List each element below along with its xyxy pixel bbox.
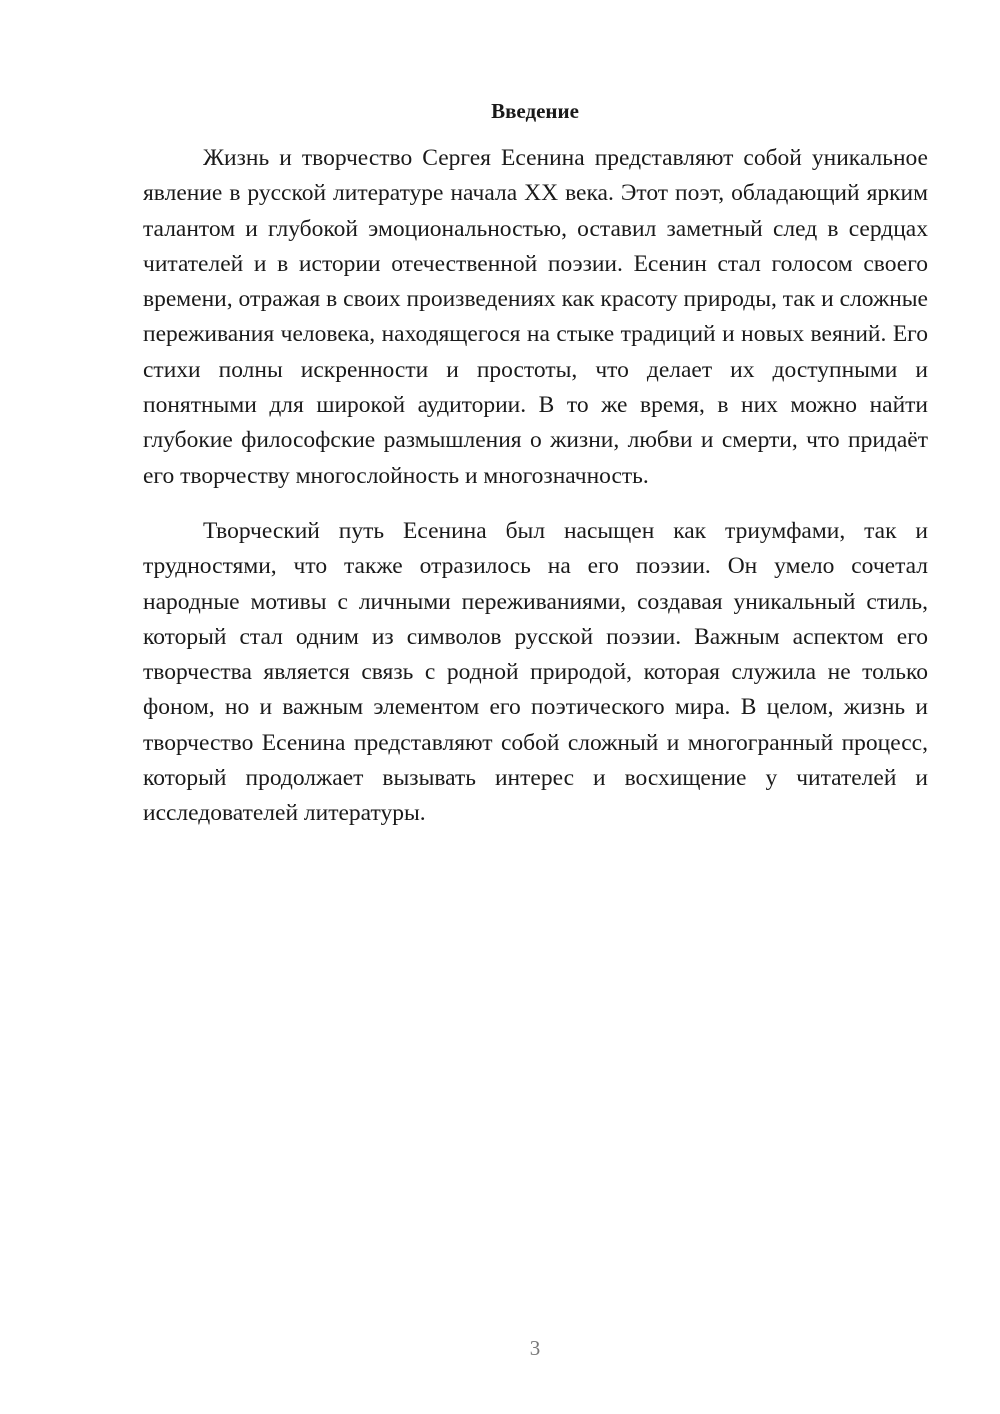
section-heading: Введение	[491, 99, 579, 123]
paragraph-2: Творческий путь Есенина был насыщен как триумфами, так и трудностями, что также отразилось на его поэзии. Он умело сочетал народные мотивы с личными переживаниями, создавая уникальный стиль, который стал одним из символов русской поэзии. Важным аспектом его творчества является связь с родной природой, которая служила не только фоном, но и важным элементом его поэтического мира. В целом, жизнь и творчество Есенина представляют собой сложный и многогранный процесс, который продолжает вызывать интерес и восхищение у читателей и исследователей литературы.	[143, 517, 928, 827]
paragraph-1: Жизнь и творчество Сергея Есенина представляют собой уникальное явление в русской литературе начала XX века. Этот поэт, обладающий ярким талантом и глубокой эмоциональностью, оставил заметный след в сердцах читателей и в истории отечественной поэзии. Есенин стал голосом своего времени, отражая в своих произведениях как красоту природы, так и сложные переживания человека, находящегося на стыке традиций и новых веяний. Его стихи полны искренности и простоты, что делает их доступными и понятными для широкой аудитории. В то же время, в них можно найти глубокие философские размышления о жизни, любви и смерти, что придаёт его творчеству многослойность и многозначность.	[143, 145, 928, 489]
body-text	[143, 141, 928, 832]
page-number: 3	[529, 1336, 541, 1360]
